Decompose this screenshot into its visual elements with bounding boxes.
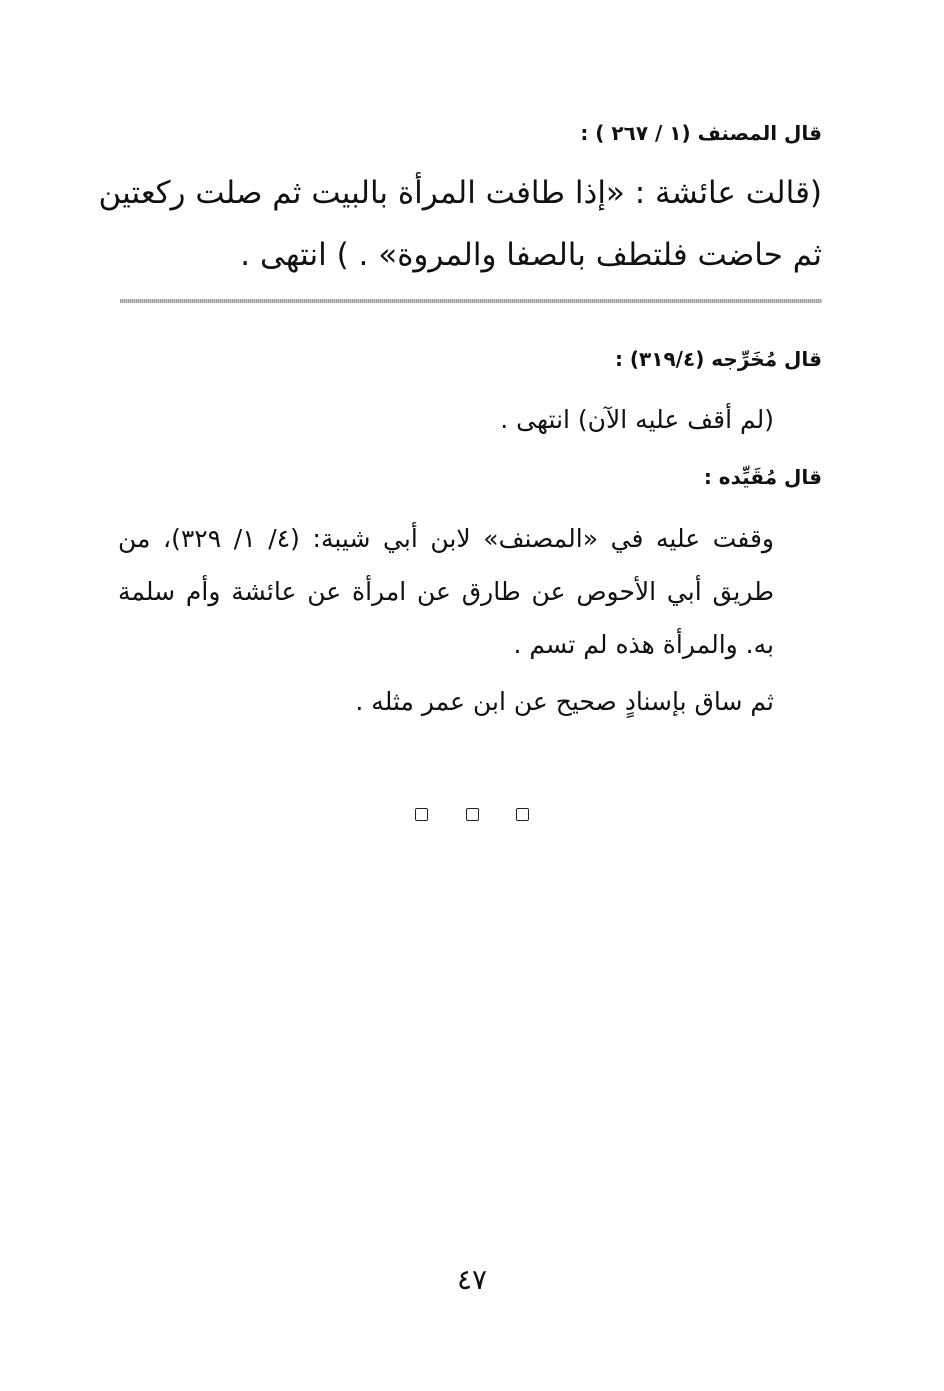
section-end-ornament <box>0 806 944 825</box>
section1-heading: قال المصنف (١ / ٢٦٧ ) : <box>580 121 822 145</box>
section3-heading: قال مُقَيِّده : <box>703 465 822 489</box>
quote-line-1: (قالت عائشة : «إذا طافت المرأة بالبيت ثم صلت ركعتين <box>98 175 822 211</box>
section2-heading: قال مُخَرِّجه (٣١٩/٤) : <box>614 347 822 371</box>
section-separator <box>120 299 822 303</box>
quote-line-2: ثم حاضت فلتطف بالصفا والمروة» . ) انتهى . <box>240 237 822 273</box>
section2-text: (لم أقف عليه الآن) انتهى . <box>500 405 774 434</box>
page-number: ٤٧ <box>456 1263 488 1296</box>
ornament-square-icon <box>516 808 529 821</box>
section3-paragraph-1: وقفت عليه في «المصنف» لابن أبي شيبة: (٤/ ١/ ٣٢٩)، من طريق أبي الأحوص عن طارق عن امرأة عن عائشة وأم سلمة به. والمرأة هذه لم تسم . <box>118 524 775 659</box>
ornament-square-icon <box>415 808 428 821</box>
ornament-square-icon <box>466 808 479 821</box>
section3-paragraph-2: ثم ساق بإسنادٍ صحيح عن ابن عمر مثله . <box>355 687 774 716</box>
